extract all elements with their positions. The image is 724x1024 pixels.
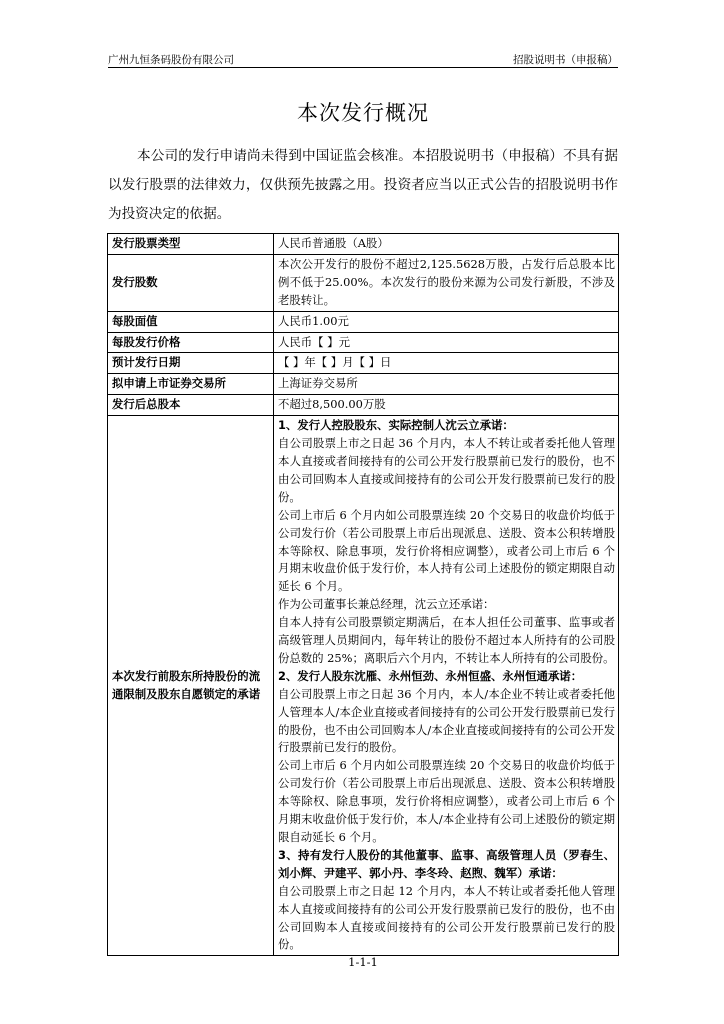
row-label: 发行股数 — [108, 254, 274, 311]
section-1-paragraph: 作为公司董事长兼总经理，沈云立还承诺： — [278, 597, 495, 612]
header-company: 广州九恒条码股份有限公司 — [108, 54, 234, 66]
section-1-title: 1、发行人控股股东、实际控制人沈云立承诺： — [278, 418, 514, 433]
header-rule — [108, 67, 618, 68]
row-value: 人民币1.00元 — [274, 311, 619, 332]
table-row — [108, 374, 619, 395]
section-2-title: 2、发行人股东沈雁、永州恒劲、永州恒盛、永州恒通承诺： — [278, 668, 583, 683]
page-number: 1-1-1 — [348, 955, 378, 969]
table-row — [108, 395, 619, 416]
table-row-lockup — [108, 416, 619, 956]
lockup-label: 本次发行前股东所持股份的流通限制及股东自愿锁定的承诺 — [108, 416, 274, 956]
table-row — [108, 254, 619, 311]
row-label: 预计发行日期 — [108, 353, 274, 374]
intro-paragraph: 本公司的发行申请尚未得到中国证监会核准。本招股说明书（申报稿）不具有据以发行股票的法律效力，仅供预先披露之用。投资者应当以正式公告的招股说明书作为投资决定的依据。 — [108, 148, 618, 222]
table-row — [108, 332, 619, 353]
row-label: 每股发行价格 — [108, 332, 274, 353]
row-label: 每股面值 — [108, 311, 274, 332]
page-title: 本次发行概况 — [297, 101, 429, 125]
table-row — [108, 234, 619, 255]
row-value: 人民币【 】元 — [274, 332, 619, 353]
row-label: 发行股票类型 — [108, 234, 274, 255]
section-1-paragraph: 自本人持有公司股票锁定期满后，在本人担任公司董事、监事或者高级管理人员期间内，每年转让的股份不超过本人所持有的公司股份总数的 25%；离职后六个月内，不转让本人所持有的公司股份。 — [278, 615, 615, 665]
row-label: 拟申请上市证券交易所 — [108, 374, 274, 395]
lockup-commitments — [274, 416, 619, 956]
section-2-paragraph: 公司上市后 6 个月内如公司股票连续 20 个交易日的收盘价均低于公司发行价（若公司股票上市后出现派息、送股、资本公积转增股本等除权、除息事项，发行价将相应调整），或者公司上市后 6 个月期末收盘价低于发行价，本人/本企业持有公司上述股份的锁定期限自动延长 6 个月。 — [278, 758, 615, 844]
offering-table — [107, 233, 619, 956]
page-header — [108, 52, 618, 66]
row-label: 发行后总股本 — [108, 395, 274, 416]
section-3-paragraph: 自公司股票上市之日起 12 个月内，本人不转让或者委托他人管理本人直接或间接持有的公司公开发行股票前已发行的股份，也不由公司回购本人直接或间接持有的公司公开发行股票前已发行的股份。 — [278, 883, 615, 952]
section-1-paragraph: 公司上市后 6 个月内如公司股票连续 20 个交易日的收盘价均低于公司发行价（若公司股票上市后出现派息、送股、资本公积转增股本等除权、除息事项，发行价将相应调整），或者公司上市后 6 个月期末收盘价低于发行价，本人持有公司上述股份的锁定期限自动延长 6 个月。 — [278, 507, 615, 594]
row-value: 【 】年【 】月【 】日 — [274, 353, 619, 374]
row-value: 人民币普通股（A股） — [274, 234, 619, 255]
row-value: 上海证券交易所 — [274, 374, 619, 395]
row-value: 本次公开发行的股份不超过2,125.5628万股，占发行后总股本比例不低于25.00%。本次发行的股份来源为公司发行新股，不涉及老股转让。 — [274, 254, 619, 311]
section-3-title: 3、持有发行人股份的其他董事、监事、高级管理人员（罗春生、刘小辉、尹建平、郭小丹、李冬玲、赵煦、魏军）承诺： — [278, 847, 615, 880]
section-2-paragraph: 自公司股票上市之日起 36 个月内，本人/本企业不转让或者委托他人管理本人/本企业直接或者间接持有的公司公开发行股票前已发行的股份，也不由公司回购本人/本企业直接或间接持有的公司公开发行股票前已发行的股份。 — [278, 686, 615, 755]
row-value: 不超过8,500.00万股 — [274, 395, 619, 416]
section-1-paragraph: 自公司股票上市之日起 36 个月内，本人不转让或者委托他人管理本人直接或者间接持有的公司公开发行股票前已发行的股份，也不由公司回购本人直接或间接持有的公司公开发行股票前已发行的股份。 — [278, 436, 615, 504]
header-doc-title: 招股说明书（申报稿） — [513, 54, 618, 66]
table-row — [108, 353, 619, 374]
table-row — [108, 311, 619, 332]
